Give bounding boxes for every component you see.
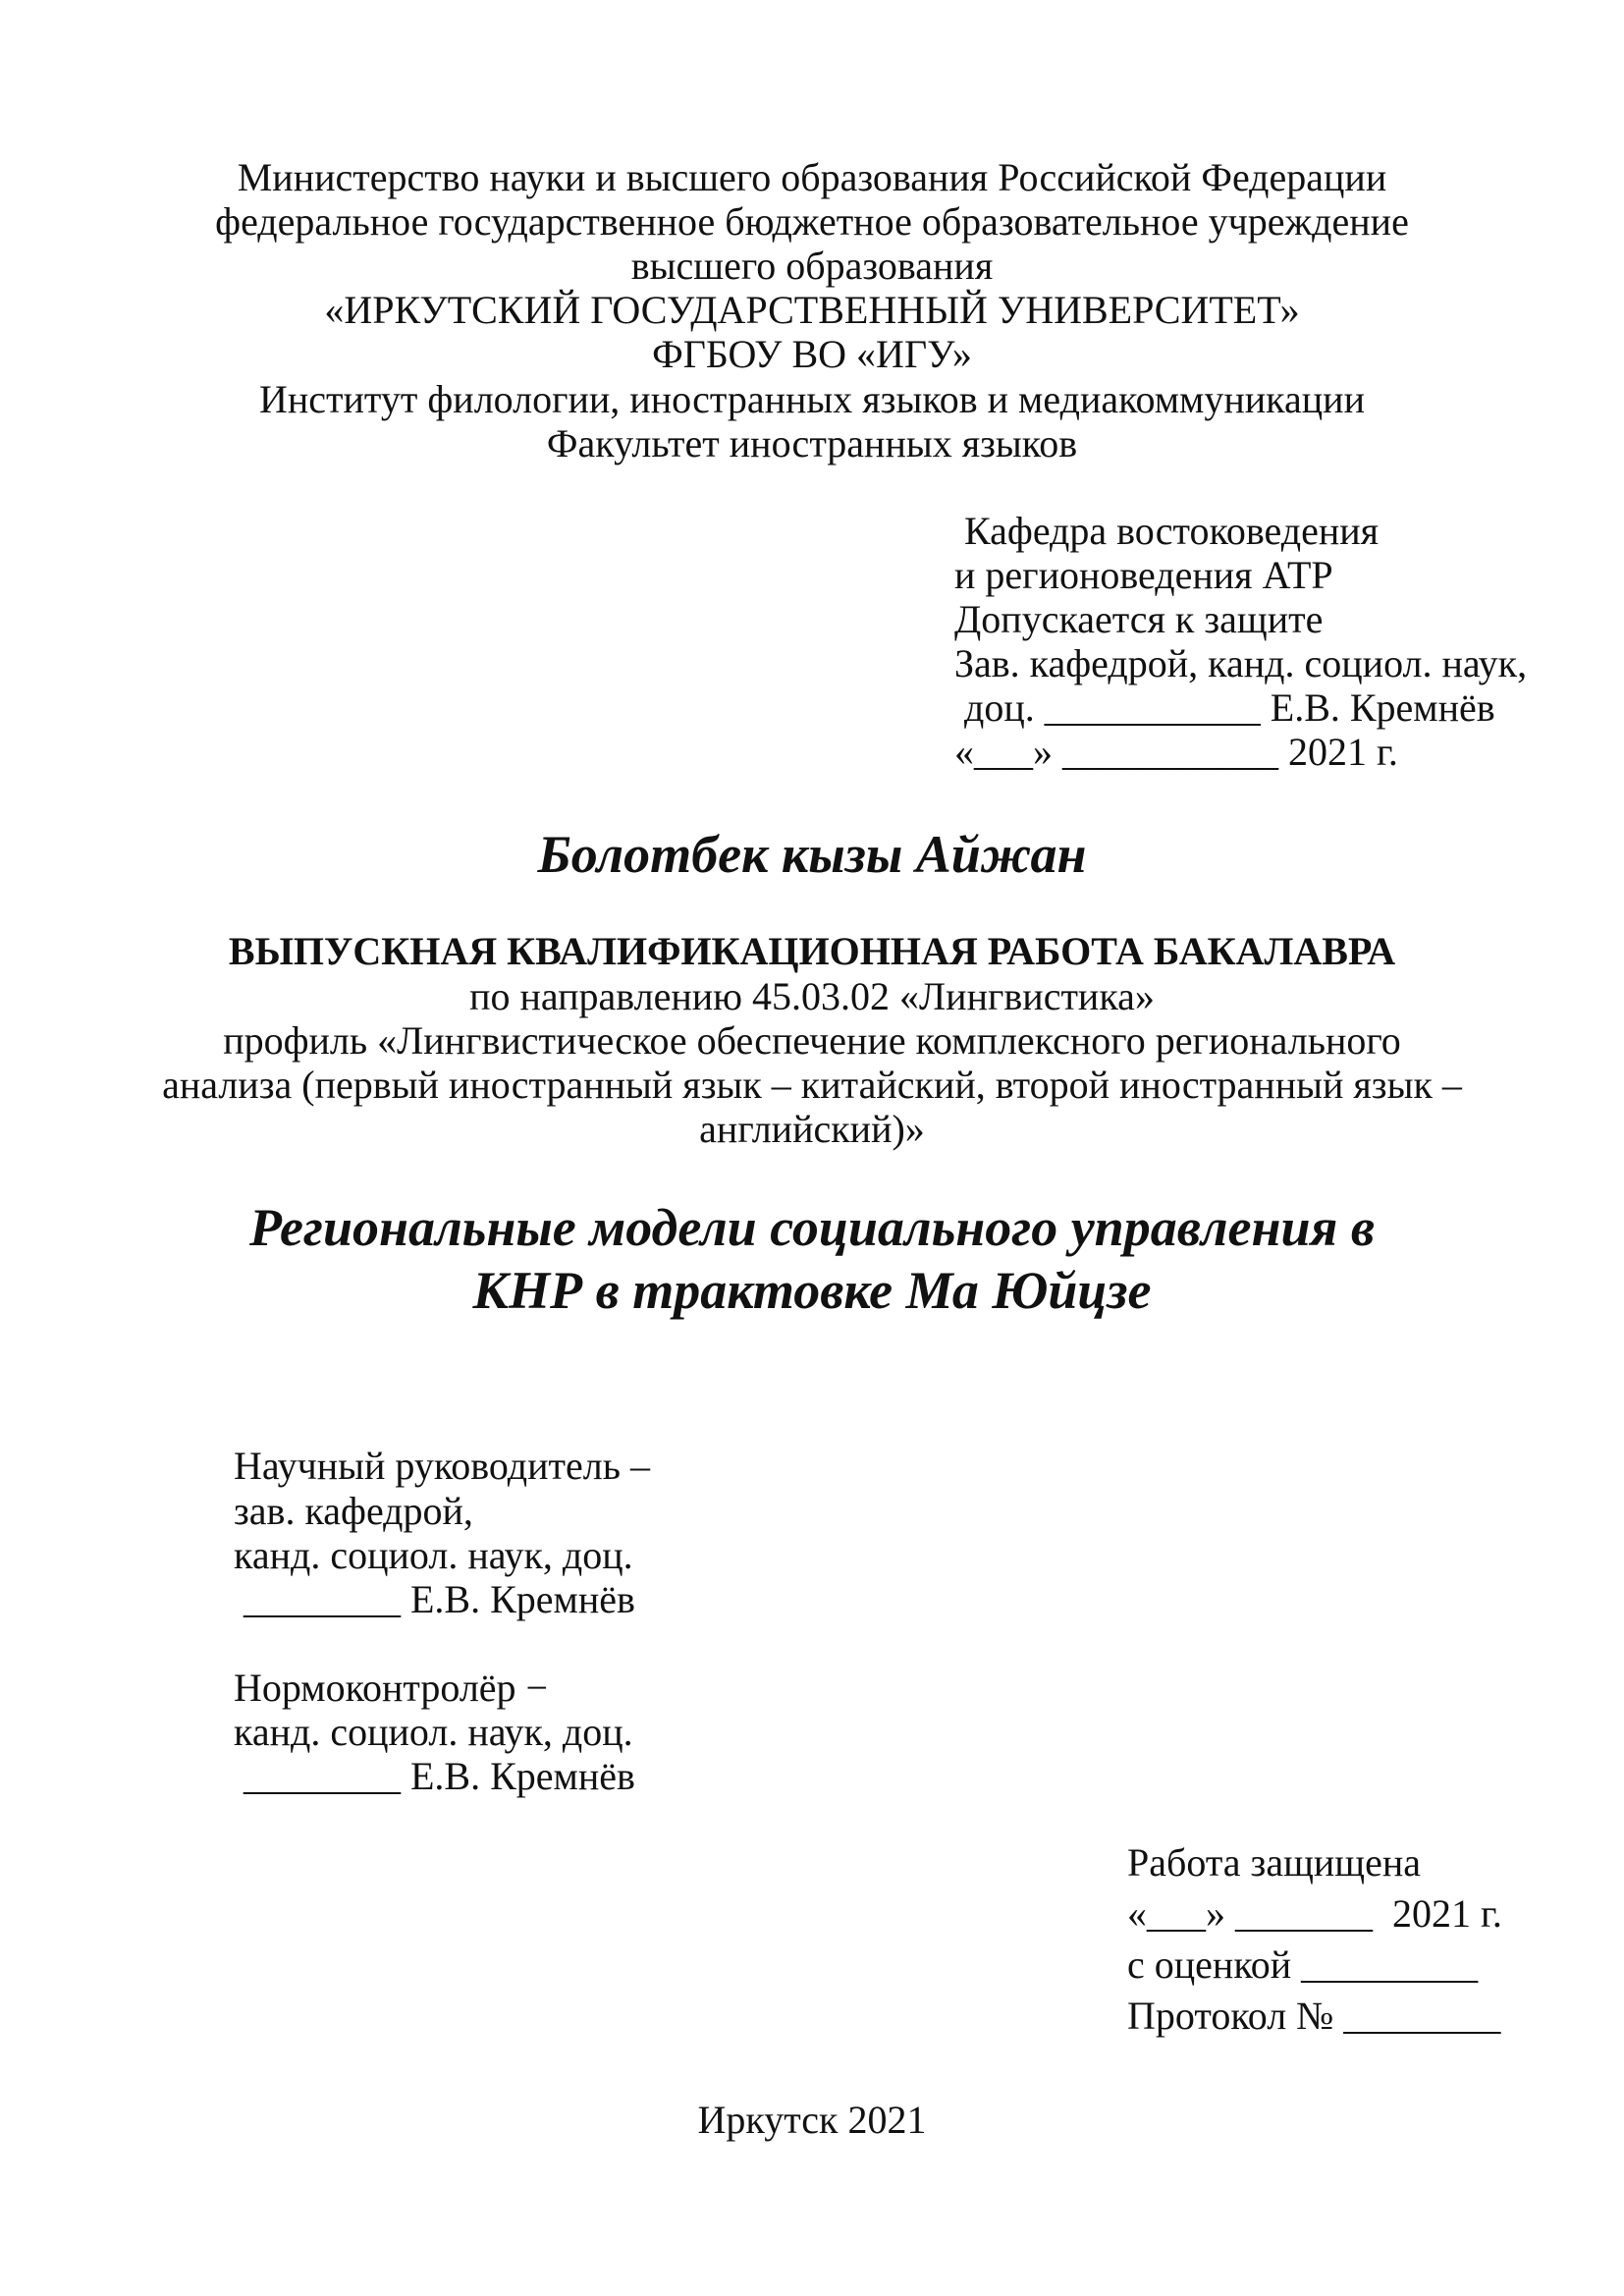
- city-year: Иркутск 2021: [697, 2098, 927, 2142]
- institution-type-line: федеральное государственное бюджетное образовательное учреждение: [215, 199, 1409, 244]
- work-profile-line-2: анализа (первый иностранный язык – китайский, второй иностранный язык –: [162, 1063, 1462, 1107]
- work-profile-line-1: профиль «Лингвистическое обеспечение комплексного регионального: [223, 1018, 1401, 1063]
- defense-date: «___» _______ 2021 г.: [1127, 1891, 1502, 1936]
- education-level-line: высшего образования: [630, 244, 994, 288]
- author-name: Болотбек кызы Айжан: [537, 825, 1087, 884]
- thesis-title-line-1: Региональные модели социального управления в: [249, 1198, 1375, 1257]
- supervisor-degree: канд. социол. наук, доц.: [234, 1533, 633, 1577]
- admission-date-line: «___» ___________ 2021 г.: [954, 730, 1398, 774]
- university-abbr-line: ФГБОУ ВО «ИГУ»: [652, 332, 972, 376]
- normcontroller-degree: канд. социол. наук, доц.: [234, 1710, 633, 1754]
- ministry-line: Министерство науки и высшего образования Российской Федерации: [237, 155, 1387, 199]
- head-signature-line: доц. ___________ Е.В. Кремнёв: [954, 685, 1495, 730]
- defense-protocol: Протокол № ________: [1127, 1994, 1501, 2038]
- university-name-line: «ИРКУТСКИЙ ГОСУДАРСТВЕННЫЙ УНИВЕРСИТЕТ»: [324, 288, 1300, 332]
- normcontroller-signature: ________ Е.В. Кремнёв: [234, 1754, 635, 1798]
- work-type: ВЫПУСКНАЯ КВАЛИФИКАЦИОННАЯ РАБОТА БАКАЛАВРА: [228, 929, 1396, 973]
- admission-line: Допускается к защите: [954, 597, 1324, 641]
- department-line-2: и регионоведения АТР: [954, 553, 1333, 597]
- department-line: Кафедра востоковедения: [954, 509, 1380, 553]
- supervisor-role: Научный руководитель –: [234, 1444, 650, 1488]
- institute-line: Институт филологии, иностранных языков и медиакоммуникации: [259, 377, 1365, 421]
- normcontroller-role: Нормоконтролёр −: [234, 1666, 549, 1710]
- head-of-department-line: Зав. кафедрой, канд. социол. наук,: [954, 641, 1528, 685]
- work-profile-line-3: английский)»: [699, 1107, 925, 1151]
- supervisor-position: зав. кафедрой,: [234, 1489, 473, 1533]
- work-direction: по направлению 45.03.02 «Лингвистика»: [469, 974, 1155, 1018]
- faculty-line: Факультет иностранных языков: [546, 421, 1078, 465]
- defense-grade: с оценкой _________: [1127, 1942, 1479, 1987]
- thesis-title-line-2: КНР в трактовке Ма Юйцзе: [472, 1261, 1152, 1320]
- supervisor-signature: ________ Е.В. Кремнёв: [234, 1577, 635, 1621]
- defense-status: Работа защищена: [1127, 1840, 1422, 1885]
